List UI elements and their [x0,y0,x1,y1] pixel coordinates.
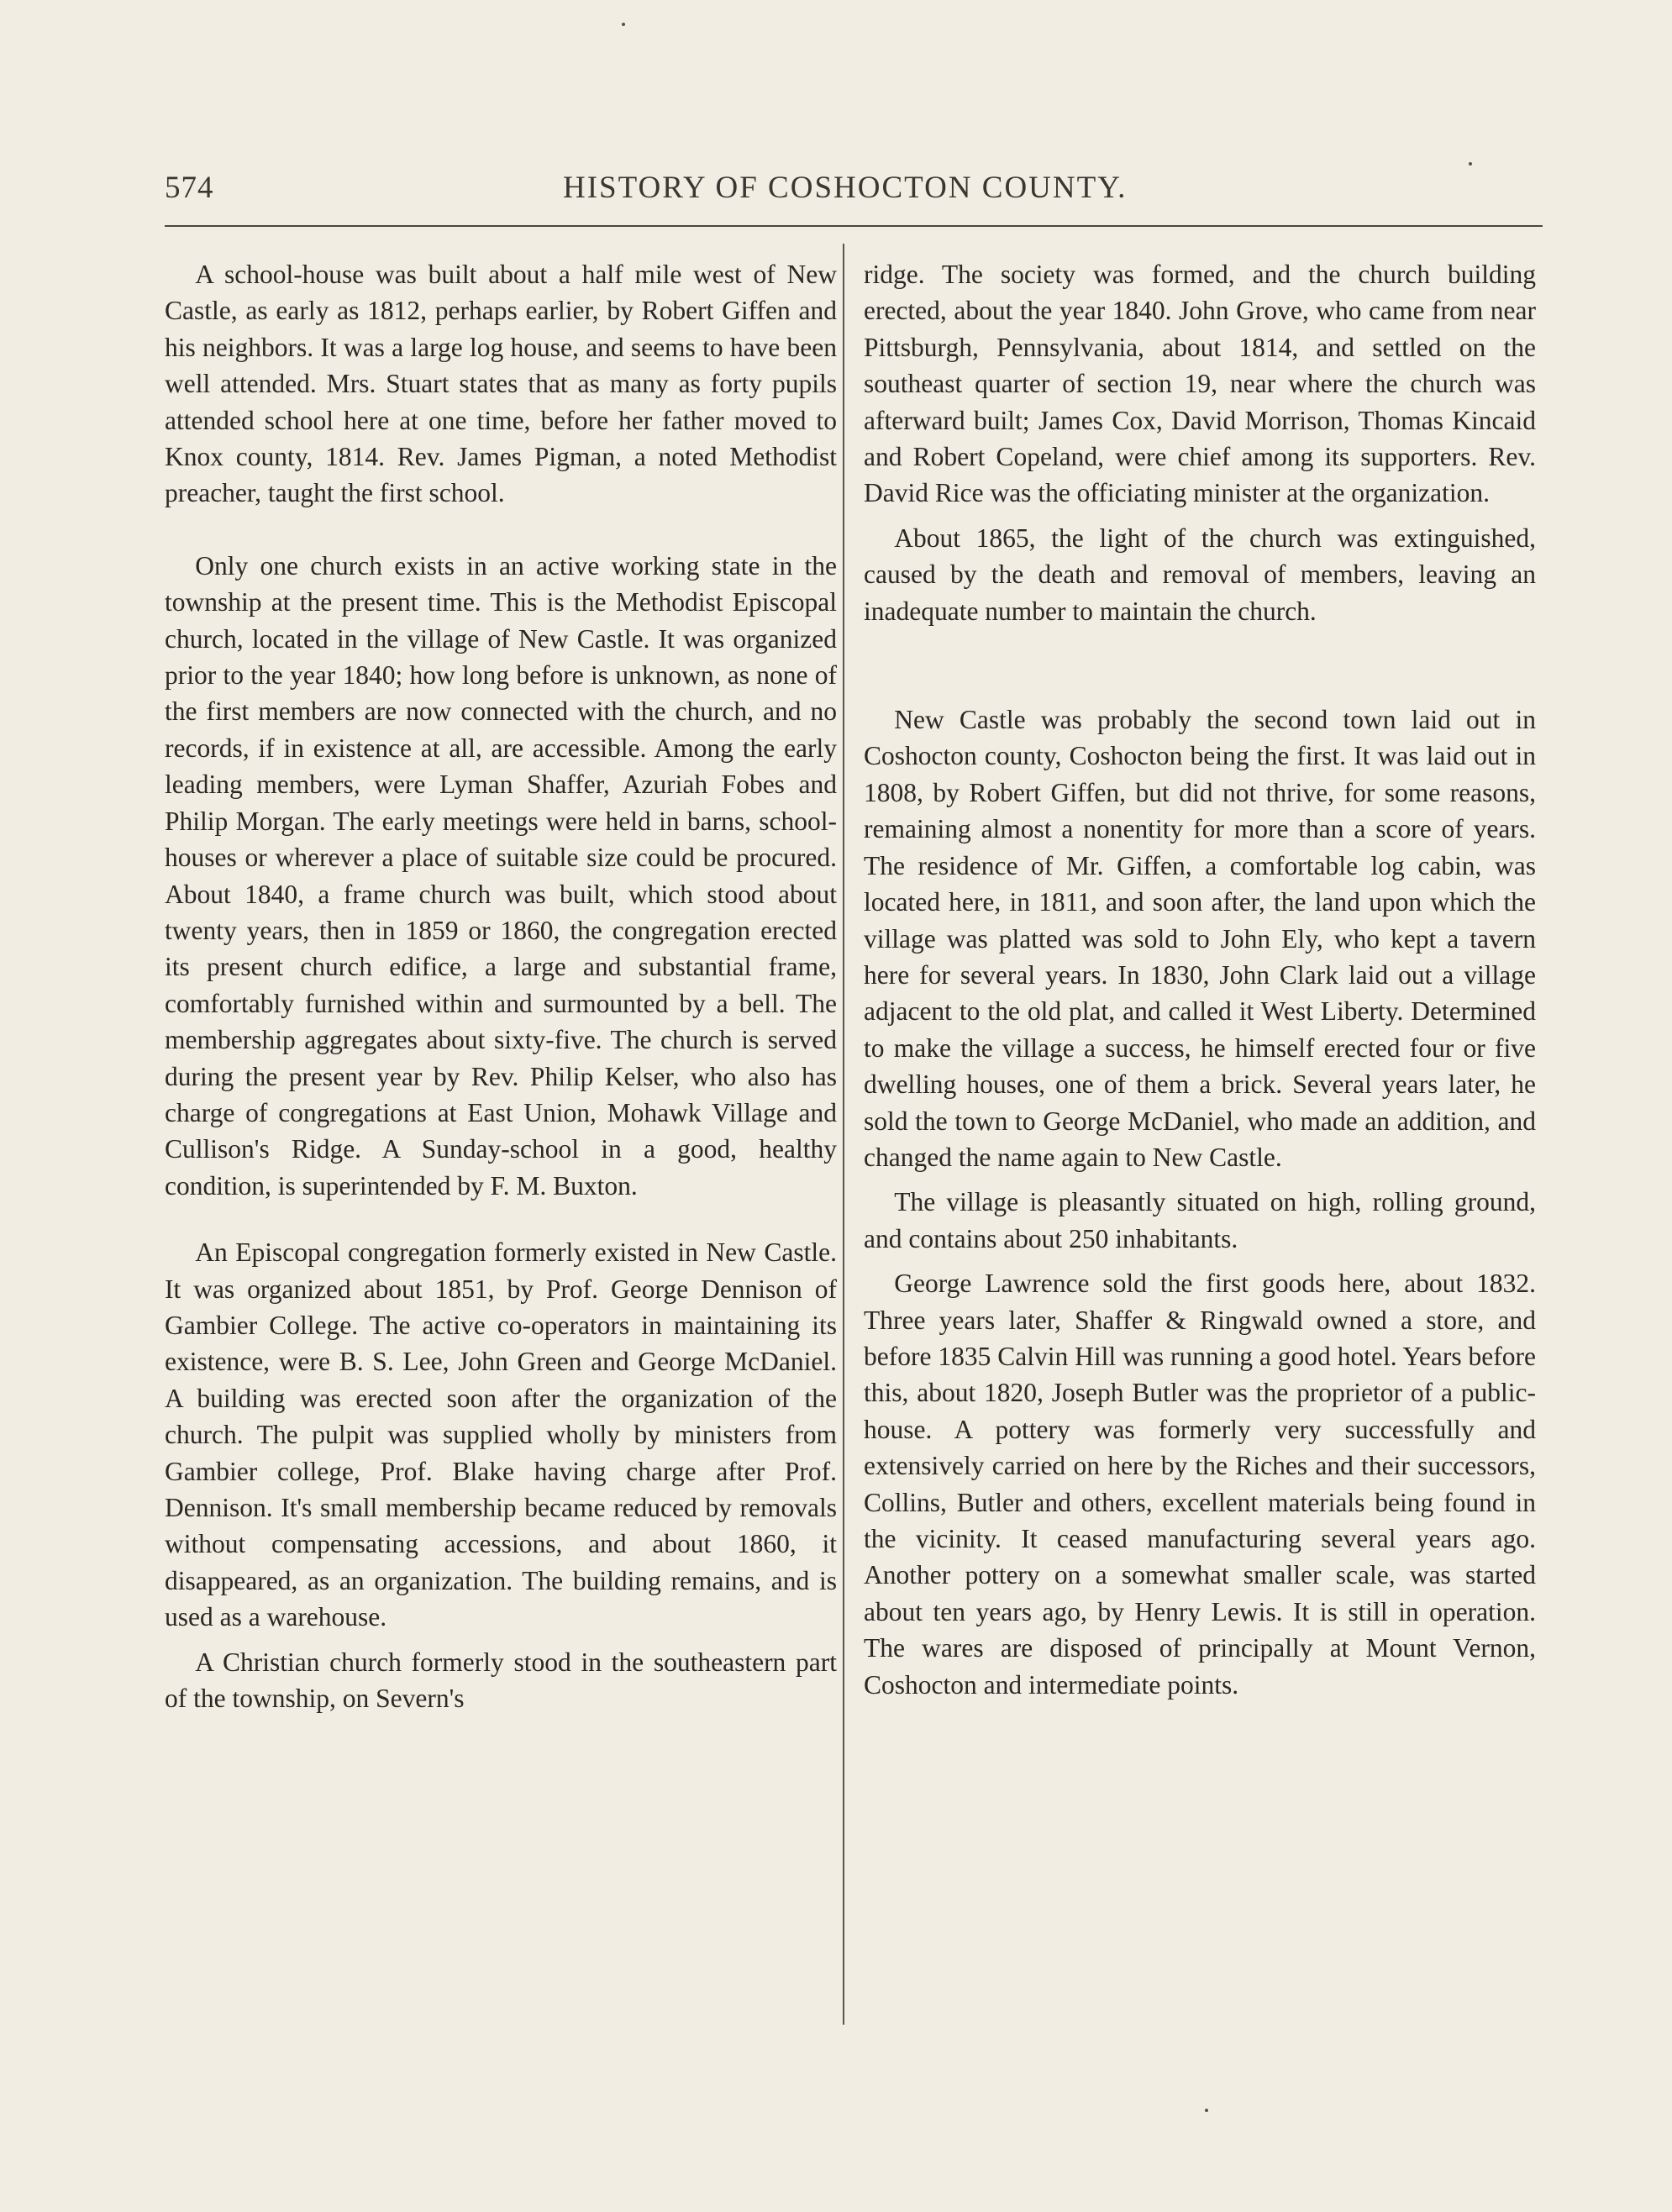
paragraph-methodist-church: Only one church exists in an active working state in the township at the present time. This is the Methodist Episcopal church, located in the village of New Castle. It was organized prior to the year 1840; how long before is unknown, as none of the first members are now connected with the church, and no records, if in existence at all, are accessible. Among the early leading members, were Lyman Shaffer, Azuriah Fobes and Philip Morgan. The early meetings were held in barns, school-houses or wherever a place of suitable size could be procured. About 1840, a frame church was built, which stood about twenty years, then in 1859 or 1860, the congregation erected its present church edifice, a large and substantial frame, comfortably furnished within and surmounted by a bell. The membership aggregates about sixty-five. The church is served during the present year by Rev. Philip Kelser, who also has charge of congregations at East Union, Mohawk Village and Cullison's Ridge. A Sunday-school in a good, healthy condition, is superintended by F. M. Buxton. [165,550,837,1201]
page-speck [1205,2109,1208,2112]
header-rule [165,225,1543,227]
paragraph-village-situation: The village is pleasantly situated on high, rolling ground, and contains about 250 inhabitants. [864,1187,1536,1253]
page-speck [622,23,625,26]
paragraph-christian-church: A Christian church formerly stood in the southeastern part of the township, on Severn's [165,1647,837,1714]
paragraph-christian-church-continued: ridge. The society was formed, and the church building erected, about the year 1840. John Grove, who came from near Pittsburgh, Pennsylvania, about 1814, and settled on the southeast quarter of section 19, near where the church was afterward built; James Cox, David Morrison, Thomas Kincaid and Robert Copeland, were chief among its supporters. Rev. David Rice was the officiating minister at the organization. [864,260,1536,508]
paragraph-school-house: A school-house was built about a half mile west of New Castle, as early as 1812, perhaps earlier, by Robert Giffen and his neighbors. It was a large log house, and seems to have been well attended. Mrs. Stuart states that as many as forty pupils attended school here at one time, before her father moved to Knox county, 1814. Rev. James Pigman, a noted Methodist preacher, taught the first school. [165,260,837,508]
page-speck [1469,162,1472,166]
left-column [165,256,837,1716]
right-column [864,256,1536,1703]
paragraph-new-castle-town: New Castle was probably the second town laid out in Coshocton county, Coshocton being the first. It was laid out in 1808, by Robert Giffen, but did not thrive, for some reasons, remaining almost a nonentity for more than a score of years. The residence of Mr. Giffen, a comfortable log cabin, was located here, in 1811, and soon after, the land upon which the village was platted was sold to John Ely, who kept a tavern here for several years. In 1830, John Clark laid out a village adjacent to the old plat, and called it West Liberty. Determined to make the village a success, he himself erected four or five dwelling houses, one of them a brick. Several years later, he sold the town to George McDaniel, who made an addition, and changed the name again to New Castle. [864,705,1536,1172]
page-number: 574 [165,171,214,205]
paragraph-episcopal-church: An Episcopal congregation formerly existed in New Castle. It was organized about 1851, by Prof. George Dennison of Gambier College. The active co-operators in maintaining its existence, were B. S. Lee, John Green and George McDaniel. A building was erected soon after the organization of the church. The pulpit was supplied wholly by ministers from Gambier college, Prof. Blake having charge after Prof. Dennison. It's small membership became reduced by removals without compensating accessions, and about 1860, it disappeared, as an organization. The building remains, and is used as a warehouse. [165,1237,837,1632]
column-divider [843,244,844,2025]
paragraph-first-goods: George Lawrence sold the first goods here, about 1832. Three years later, Shaffer & Ringwald owned a store, and before 1835 Calvin Hill was running a good hotel. Years before this, about 1820, Joseph Butler was the proprietor of a public-house. A pottery was formerly very successfully and extensively carried on here by the Riches and their successors, Collins, Butler and others, excellent materials being found in the vicinity. It ceased manufacturing several years ago. Another pottery on a somewhat smaller scale, was started about ten years ago, by Henry Lewis. It is still in operation. The wares are disposed of principally at Mount Vernon, Coshocton and intermediate points. [864,1269,1536,1700]
running-head: HISTORY OF COSHOCTON COUNTY. [563,171,1128,205]
paragraph-church-extinguished: About 1865, the light of the church was extinguished, caused by the death and removal of members, leaving an inadequate number to maintain the church. [864,523,1536,626]
